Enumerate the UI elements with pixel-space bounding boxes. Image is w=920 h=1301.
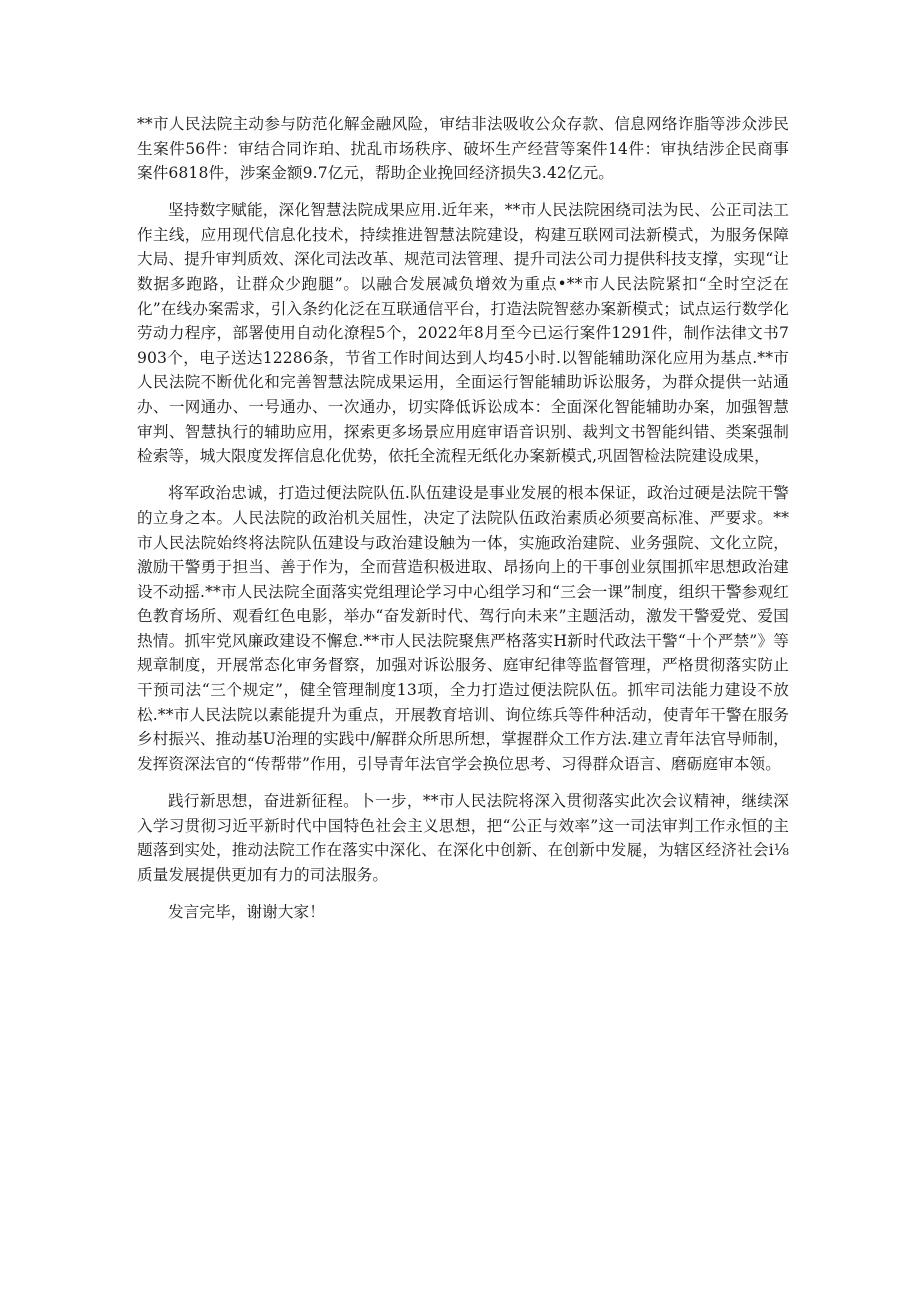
document-body	[137, 112, 789, 937]
paragraph-new-journey: 践行新思想，奋进新征程。卜一步，**市人民法院将深入贯彻落实此次会议精神，继续深入学习贯彻习近平新时代中国特色社会主义思想，把“公正与效率”这一司法审判工作永恒的主题落到实处，推动法院工作在落实中深化、在深化中创新、在创新中发屣，为辖区经济社会i⅛质量发展提供更加有力的司法服务。	[137, 791, 789, 884]
paragraph-digital-empowerment: 坚持数字赋能，深化智慧法院成果应用.近年来，**市人民法院困绕司法为民、公正司法工作主线，应用现代信息化技术，持续推进智慧法院建设，构建互联网司法新模式，为服务保障大局、提升审判质效、深化司法改革、规范司法管理、提升司法公司力提供科技支撑，实现“让数据多跑路，让群众少跑腿”。以融合发展减负增效为重点•**市人民法院紧扣“全时空泛在化”在线办案需求，引入条约化泛在互联通信平台，打造法院智慈办案新模式；试点运行数学化劳动力程序，部署使用自动化潦程5个，2022年8月至今已运行案件1291件，制作法律文书7903个，电子送达12286条，节省工作时间达到人均45小时.以智能辅助深化应用为基点.**市人民法院不断优化和完善智慧法院成果运用，全面运行智能辅助诉讼服务，为群众提供一站通办、一网通办、一号通办、一次通办，切实降低诉讼成本：全面深化智能辅助办案，加强智慧审判、智慧执行的辅助应用，探索更多场景应用庭审语音识别、裁判文书智能纠错、类案强制检索等，城大限度发挥信息化优势，依托全流程无纸化办案新模式,巩固智检法院建设成果，	[137, 201, 789, 466]
paragraph-closing: 发言完毕，谢谢大家！	[168, 902, 325, 921]
paragraph-financial-risk: **市人民法院主动参与防范化解金融风险，审结非法吸收公众存款、信息网络诈脂等涉众涉民生案件56件：审结合同诈珀、扰乱市场秩序、破坏生产经营等案件14件：审执结涉企民商事案件6818件，涉案金额9.7亿元，帮助企业挽回经济损失3.42亿元。	[137, 115, 789, 183]
paragraph-team-building: 将军政治忠诚，打造过便法院队伍.队伍建设是事业发展的根本保证，政治过硬是法院干警的立身之本。人民法院的政治机关屈性，决定了法院队伍政治素质必须要高标准、严要求。**市人民法院始终将法院队伍建设与政治建设触为一体，实施政治建院、业务强院、文化立院，激励干警勇于担当、善于作为，全而营造积极进取、昂扬向上的干事创业氛围抓牢思想政治建设不动摇.**市人民法院全面落实党组理论学习中心组学习和“三会一课”制度，组织干警参观红色教育场所、观看红色电影，举办“奋发新时代、驾行向未来”主题活动，激发干警爱党、爱国热情。抓牢党风廉政建设不懈怠.**市人民法院聚焦严格落实H新时代政法干警“十个严禁”》等规章制度，开展常态化审务督察，加强对诉讼服务、庭审纪律等监督管理，严格贯彻落实防止干预司法“三个规定”，健全管理制度13项，全力打造过便法院队伍。抓牢司法能力建设不放松.**市人民法院以素能提升为重点，开展教育培训、询位练兵等件种活动，使青年干警在服务乡村振兴、推动基U治理的实践中/解群众所思所想，掌握群众工作方法.建立青年法官导师制，发挥资深法官的“传帮带”作用，引导青年法官学会换位思考、习得群众语言、磨砺庭审本领。	[137, 484, 789, 773]
